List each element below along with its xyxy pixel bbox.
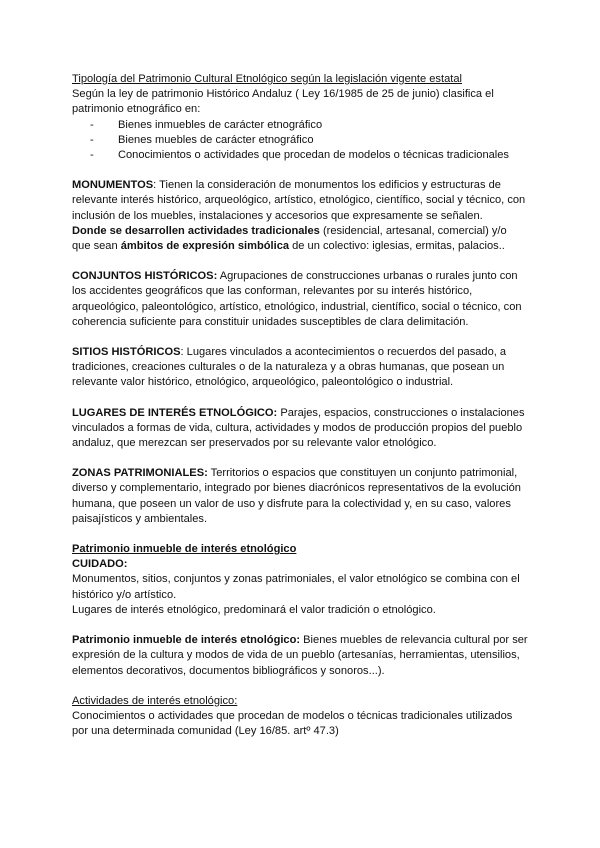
list-item: - Conocimientos o actividades que procedan de modelos o técnicas tradicionales: [72, 148, 528, 163]
inmueble-title-text: Patrimonio inmueble de interés etnológico: [72, 543, 297, 556]
list-item: - Bienes inmuebles de carácter etnográfico: [72, 118, 528, 133]
mueble-paragraph: [72, 633, 528, 679]
actividades-title: Actividades de interés etnológico:: [72, 694, 238, 707]
sitios-text: : Lugares vinculados a acontecimientos o recuerdos del pasado, a tradiciones, creaciones culturales o de la naturaleza y a obras humanas, que posean un relevante valor histórico, etnológico, arqueológico, paleontológico o industrial.: [72, 346, 507, 389]
mueble-term: Patrimonio inmueble de interés etnológico:: [72, 634, 301, 647]
conjuntos-text: Agrupaciones de construcciones urbanas o rurales junto con los accidentes geográficos que las conforman, relevantes por su interés histórico, arqueológico, paleontológico, artístico, etnológico, industrial, científico, social o técnico, con coherencia suficiente para constituir unidades susceptibles de clara delimitación.: [72, 270, 522, 328]
inmueble-subtitle-text: CUIDADO:: [72, 558, 128, 571]
lugares-term: LUGARES DE INTERÉS ETNOLÓGICO:: [72, 406, 278, 419]
inmueble-line-2: Lugares de interés etnológico, predominará el valor tradición o etnológico.: [72, 603, 436, 616]
inmueble-subtitle: [72, 557, 528, 572]
conjuntos-term: CONJUNTOS HISTÓRICOS:: [72, 270, 218, 283]
lugares-text: Parajes, espacios, construcciones o instalaciones vinculados a formas de vida, cultura, actividades y modos de producción propios del pueblo andaluz, que merezcan ser preservados por su relevante valor etnológico.: [72, 406, 525, 450]
inmueble-line-1: Monumentos, sitios, conjuntos y zonas patrimoniales, el valor etnológico se combina con el histórico y/o artístico.: [72, 573, 520, 601]
list-item: - Bienes muebles de carácter etnográfico: [72, 133, 528, 148]
inmueble-title: [72, 542, 528, 557]
mueble-text: Bienes muebles de relevancia cultural por ser expresión de la cultura y modos de vida de un pueblo (artesanías, herramientas, utensilios, elementos decorativos, documentos bibliográficos y sonoros...).: [72, 634, 528, 677]
monumentos-paragraph-2: [72, 224, 528, 254]
sitios-paragraph: [72, 345, 528, 391]
sitios-term: SITIOS HISTÓRICOS: [72, 346, 181, 359]
actividades-text: Conocimientos o actividades que procedan de modelos o técnicas tradicionales utilizados por una determinada comunidad (Ley 16/85. artº 47.3): [72, 709, 513, 738]
zonas-paragraph: [72, 466, 528, 527]
monumentos-bold-activities: Donde se desarrollen actividades tradicionales: [72, 224, 320, 237]
monumentos-text-2: (residencial, artesanal, comercial) y/o que sean: [72, 224, 507, 253]
monumentos-text-3: de un colectivo: iglesias, ermitas, palacios..: [289, 240, 505, 253]
intro-list: [72, 118, 528, 164]
monumentos-bold-symbolic: ámbitos de expresión simbólica: [120, 240, 290, 253]
intro-text: Según la ley de patrimonio Histórico Andaluz ( Ley 16/1985 de 25 de junio) clasifica el patrimonio etnográfico en:: [72, 88, 494, 116]
monumentos-term: MONUMENTOS: [72, 179, 154, 192]
zonas-term: ZONAS PATRIMONIALES:: [72, 467, 208, 480]
monumentos-paragraph: [72, 178, 528, 224]
lugares-paragraph: [72, 406, 528, 452]
intro-title: Tipología del Patrimonio Cultural Etnológico según la legislación vigente estatal: [72, 73, 462, 85]
zonas-text: Territorios o espacios que constituyen un conjunto patrimonial, diverso y complementario, integrado por bienes diacrónicos representativos de la evolución humana, que poseen un valor de uso y disfrute para la colectividad y, en su caso, valores paisajísticos y ambientales.: [72, 467, 521, 525]
document-body: [72, 72, 528, 739]
monumentos-text: : Tienen la consideración de monumentos los edificios y estructuras de relevante interés histórico, arqueológico, artístico, etnológico, científico, social y técnico, con inclusión de los muebles, instalaciones y accesorios que expresamente se señalen.: [72, 179, 526, 222]
conjuntos-paragraph: [72, 269, 528, 330]
